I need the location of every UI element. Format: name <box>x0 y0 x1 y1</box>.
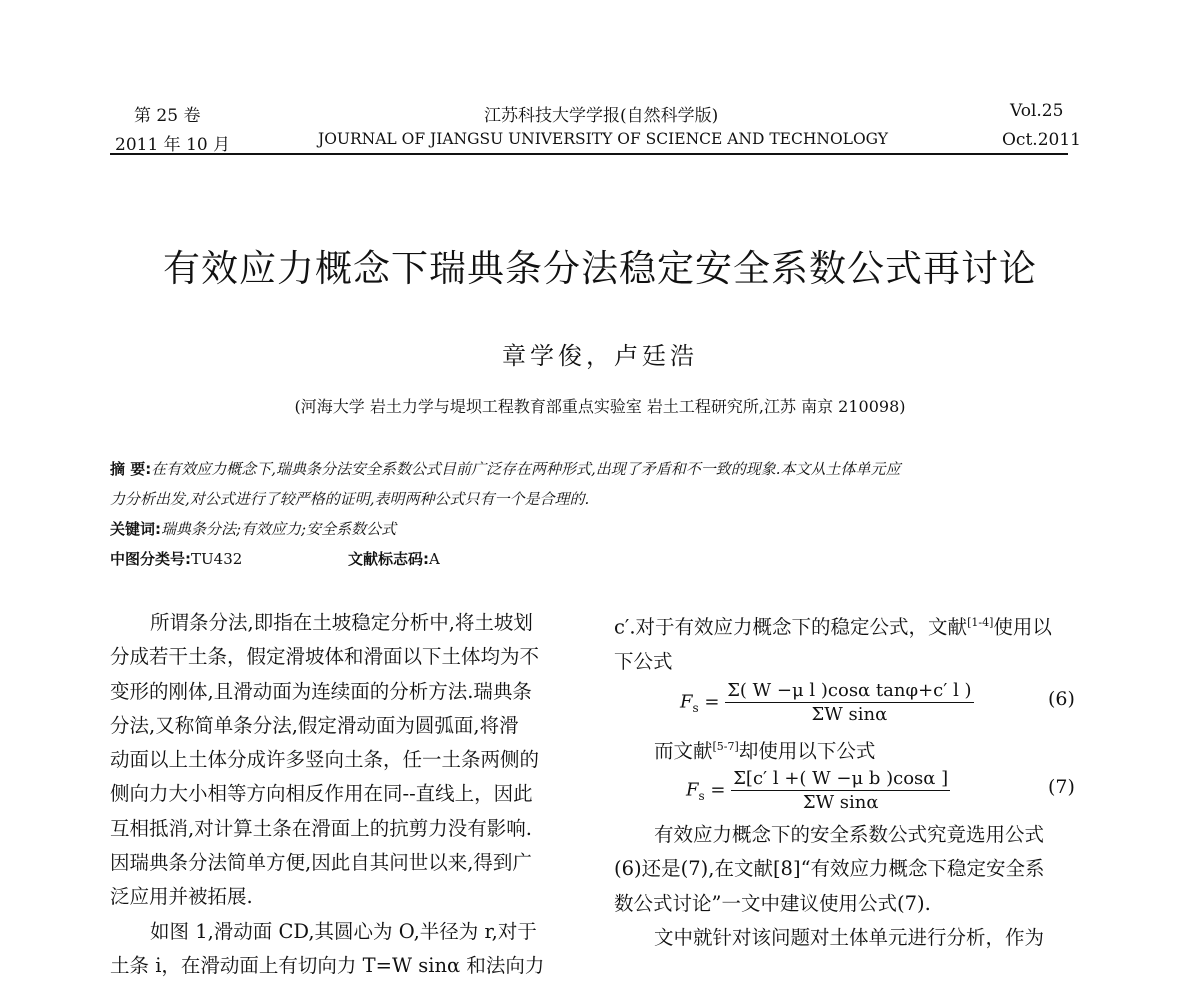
citation: [1-4] <box>967 616 994 629</box>
body-line: 有效应力概念下的安全系数公式究竟选用公式 <box>654 823 1045 846</box>
body-text: 使用以 <box>993 615 1052 639</box>
date-en: Oct.2011 <box>1002 130 1081 150</box>
eq-fraction <box>725 680 973 725</box>
document-code-label: 文献标志码: <box>348 550 429 568</box>
body-line: 互相抵消,对计算土条在滑面上的抗剪力没有影响. <box>110 816 532 840</box>
eq-lhs-sub: s <box>698 789 705 804</box>
body-line: 土条 i，在滑动面上有切向力 T=W sinα 和法向力 <box>110 953 545 977</box>
body-line <box>614 606 1080 645</box>
date-cn: 2011 年 10 月 <box>115 135 231 155</box>
classification-value: TU432 <box>191 550 243 568</box>
body-line: 变形的刚体,且滑动面为连续面的分析方法.瑞典条 <box>110 679 532 703</box>
authors: 章学俊，卢廷浩 <box>502 342 698 370</box>
left-column <box>110 606 544 983</box>
keywords-label: 关键词: <box>110 520 161 538</box>
keywords-text: 瑞典条分法;有效应力;安全系数公式 <box>161 520 397 538</box>
eq-numerator: Σ( W −μ l )cosα tanφ+c′ l ) <box>727 680 972 701</box>
eq-lhs: F <box>680 691 693 713</box>
right-column-para2 <box>614 818 1045 955</box>
document-code <box>348 548 440 569</box>
body-line: 侧向力大小相等方向相反作用在同--直线上，因此 <box>110 782 533 806</box>
classification <box>110 548 242 569</box>
body-text: 却使用以下公式 <box>738 739 876 763</box>
eq-denominator: ΣW sinα <box>811 704 888 725</box>
body-line: 文中就针对该问题对土体单元进行分析，作为 <box>654 925 1045 949</box>
right-column-intro <box>614 606 1080 679</box>
body-line: 因瑞典条分法简单方便,因此自其问世以来,得到广 <box>110 851 532 875</box>
equation-number-7: (7) <box>1048 776 1075 798</box>
body-line: 所谓条分法,即指在土坡稳定分析中,将土坡划 <box>150 611 533 634</box>
eq-lhs-sub: s <box>692 701 699 716</box>
body-line: 分成若干土条，假定滑坡体和滑面以下土体均为不 <box>110 645 540 669</box>
abstract <box>110 458 901 479</box>
body-line: 泛应用并被拓展. <box>110 885 253 909</box>
body-line: 动面以上土体分成许多竖向土条，任一土条两侧的 <box>110 748 540 772</box>
equation-7: $F_s$ = $\frac{\text{Σ[c′ l +( W −μ b )cosα ]}}{\text{ΣW sinα}}$ <box>686 768 949 813</box>
abstract-text-2: 力分析出发,对公式进行了较严格的证明,表明两种公式只有一个是合理的. <box>110 490 590 508</box>
journal-title-en: JOURNAL OF JIANGSU UNIVERSITY OF SCIENCE AND TECHNOLOGY <box>318 130 888 148</box>
classification-label: 中图分类号: <box>110 550 191 568</box>
equation-number-6: (6) <box>1048 688 1075 710</box>
affiliation: (河海大学 岩土力学与堤坝工程教育部重点实验室 岩土工程研究所,江苏 南京 210098) <box>294 397 906 416</box>
keywords <box>110 518 396 539</box>
body-line: (6)还是(7),在文献[8]“有效应力概念下稳定安全系 <box>614 857 1045 881</box>
eq-lhs: F <box>686 779 699 801</box>
document-code-value: A <box>429 550 440 568</box>
body-line: 下公式 <box>614 649 673 673</box>
citation: [5-7] <box>712 740 739 753</box>
eq-fraction <box>731 768 950 813</box>
body-text: c′.对于有效应力概念下的稳定公式，文献 <box>614 615 968 639</box>
header-rule <box>110 153 1068 155</box>
body-text: 而文献 <box>654 739 713 763</box>
eq-denominator: ΣW sinα <box>802 792 879 813</box>
body-line: 分法,又称简单条分法,假定滑动面为圆弧面,将滑 <box>110 713 519 737</box>
paper-title: 有效应力概念下瑞典条分法稳定安全系数公式再讨论 <box>163 247 1037 290</box>
abstract-text-1: 在有效应力概念下,瑞典条分法安全系数公式目前广泛存在两种形式,出现了矛盾和不一致的现象.本文从土体单元应 <box>151 460 901 478</box>
body-line <box>654 730 875 769</box>
journal-title-cn: 江苏科技大学学报(自然科学版) <box>484 106 719 126</box>
abstract-label: 摘 要: <box>110 460 152 478</box>
volume-cn: 第 25 卷 <box>134 106 201 126</box>
volume-en: Vol.25 <box>1010 101 1064 121</box>
eq-numerator: Σ[c′ l +( W −μ b )cosα ] <box>733 768 949 789</box>
body-line: 如图 1,滑动面 CD,其圆心为 O,半径为 r,对于 <box>150 919 537 943</box>
equation-6: $F_s$ = $\frac{\text{Σ( W −μ l )cosα tanφ+c′ l )}}{\text{ΣW sinα}}$ <box>680 680 972 725</box>
body-line: 数公式讨论”一文中建议使用公式(7). <box>614 891 931 915</box>
